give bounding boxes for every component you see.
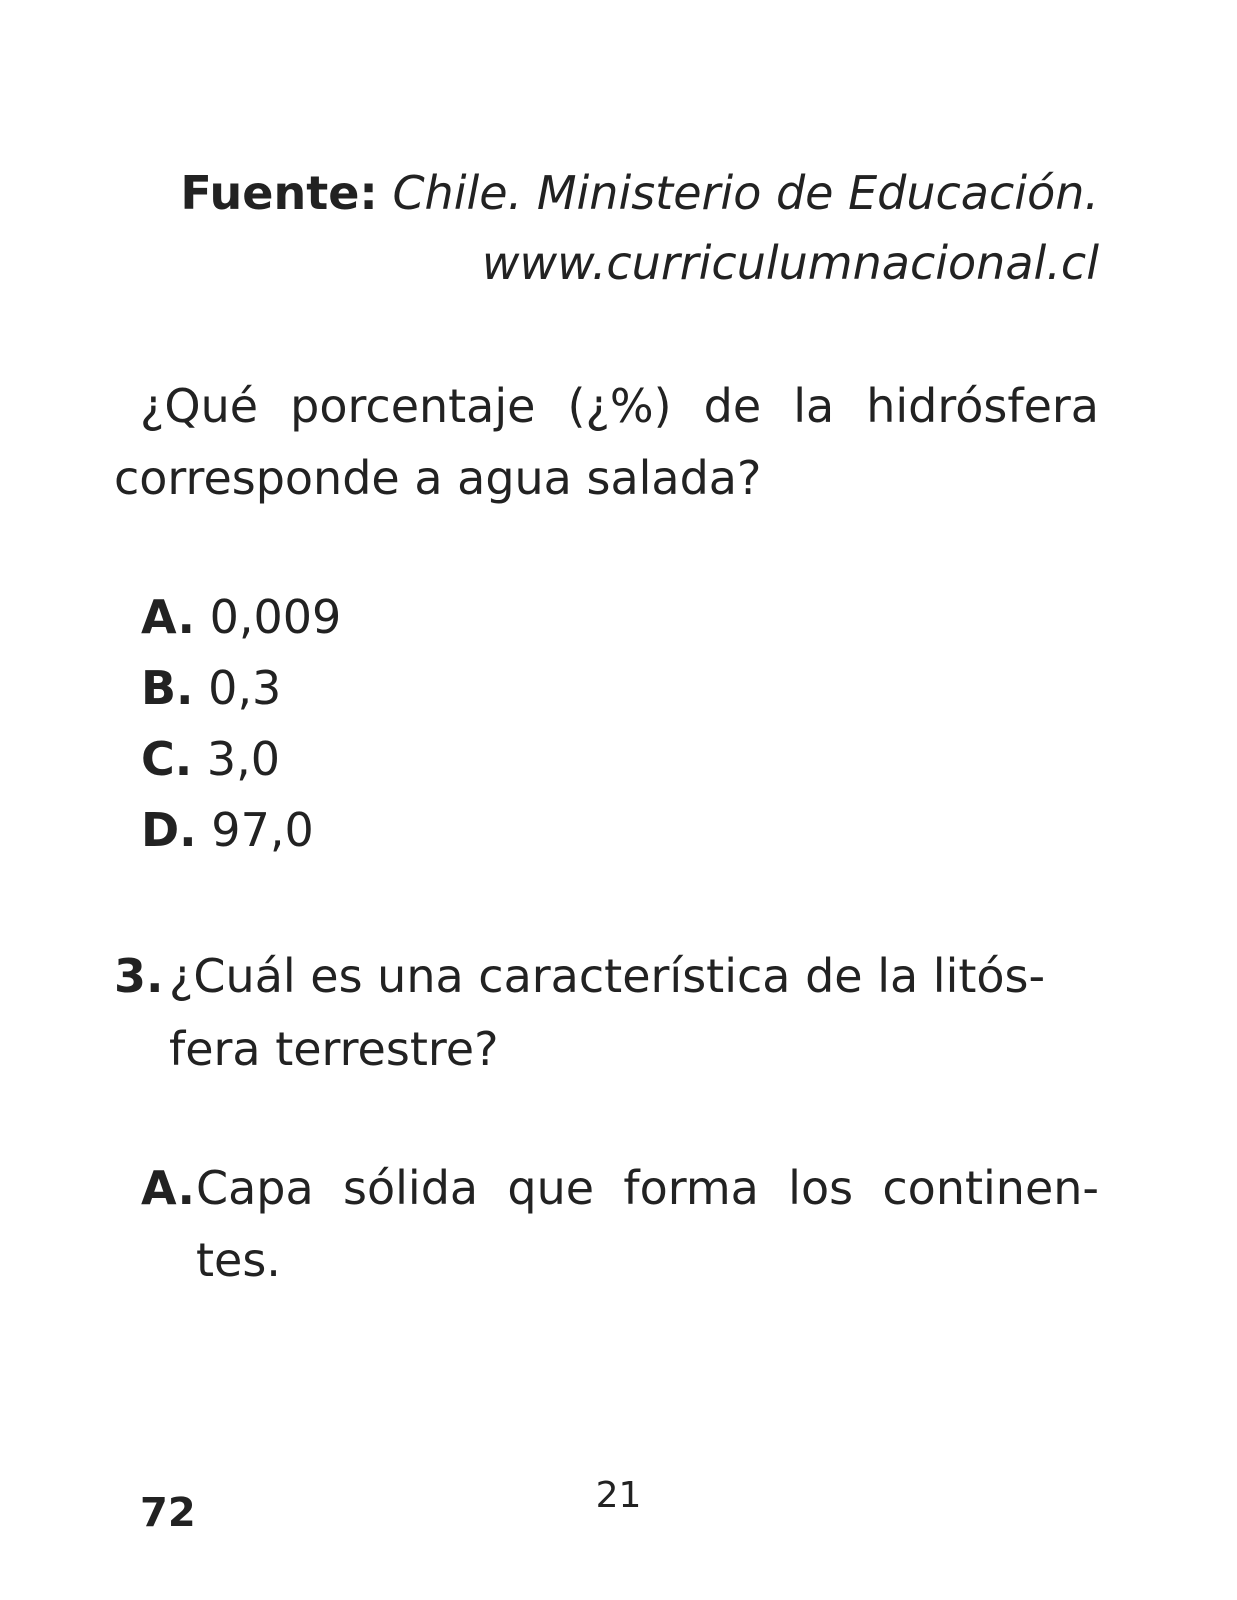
source-citation [99, 158, 1099, 298]
book-page-number: 72 [140, 1490, 196, 1536]
question-3 [114, 940, 1099, 1086]
question-3-number: 3. [114, 949, 164, 1003]
question-2-options [141, 582, 341, 866]
option-letter: C. [141, 732, 193, 786]
question-3-text [169, 940, 1099, 1086]
question-2-body: ¿Qué porcentaje (¿%) de la hidrósfera corresponde a agua salada? [114, 379, 1099, 505]
question-3-line-2: fera terrestre? [169, 1022, 499, 1076]
option-letter: B. [141, 661, 194, 715]
option-text: 97,0 [211, 803, 314, 857]
option-text-line-2: tes. [196, 1233, 281, 1287]
option-text: 0,009 [209, 590, 342, 644]
option-d [141, 795, 341, 866]
page-number: 21 [595, 1475, 642, 1516]
option-text: 0,3 [208, 661, 282, 715]
question-3-option-a [141, 1152, 1099, 1296]
option-letter: D. [141, 803, 197, 857]
source-label: Fuente: [180, 166, 378, 220]
source-url: www.curriculumnacional.cl [481, 236, 1099, 290]
option-letter: A. [141, 1161, 195, 1215]
option-letter: A. [141, 590, 195, 644]
option-text-line-1: Capa sólida que forma los continen- [196, 1161, 1099, 1215]
question-2-text [114, 370, 1099, 514]
source-citation-text: Chile. Ministerio de Educación. [392, 166, 1099, 220]
option-c [141, 724, 341, 795]
option-b [141, 653, 341, 724]
option-text: 3,0 [206, 732, 281, 786]
option-a [141, 582, 341, 653]
option-text [196, 1152, 1099, 1296]
question-3-line-1: ¿Cuál es una característica de la litós- [169, 949, 1046, 1003]
